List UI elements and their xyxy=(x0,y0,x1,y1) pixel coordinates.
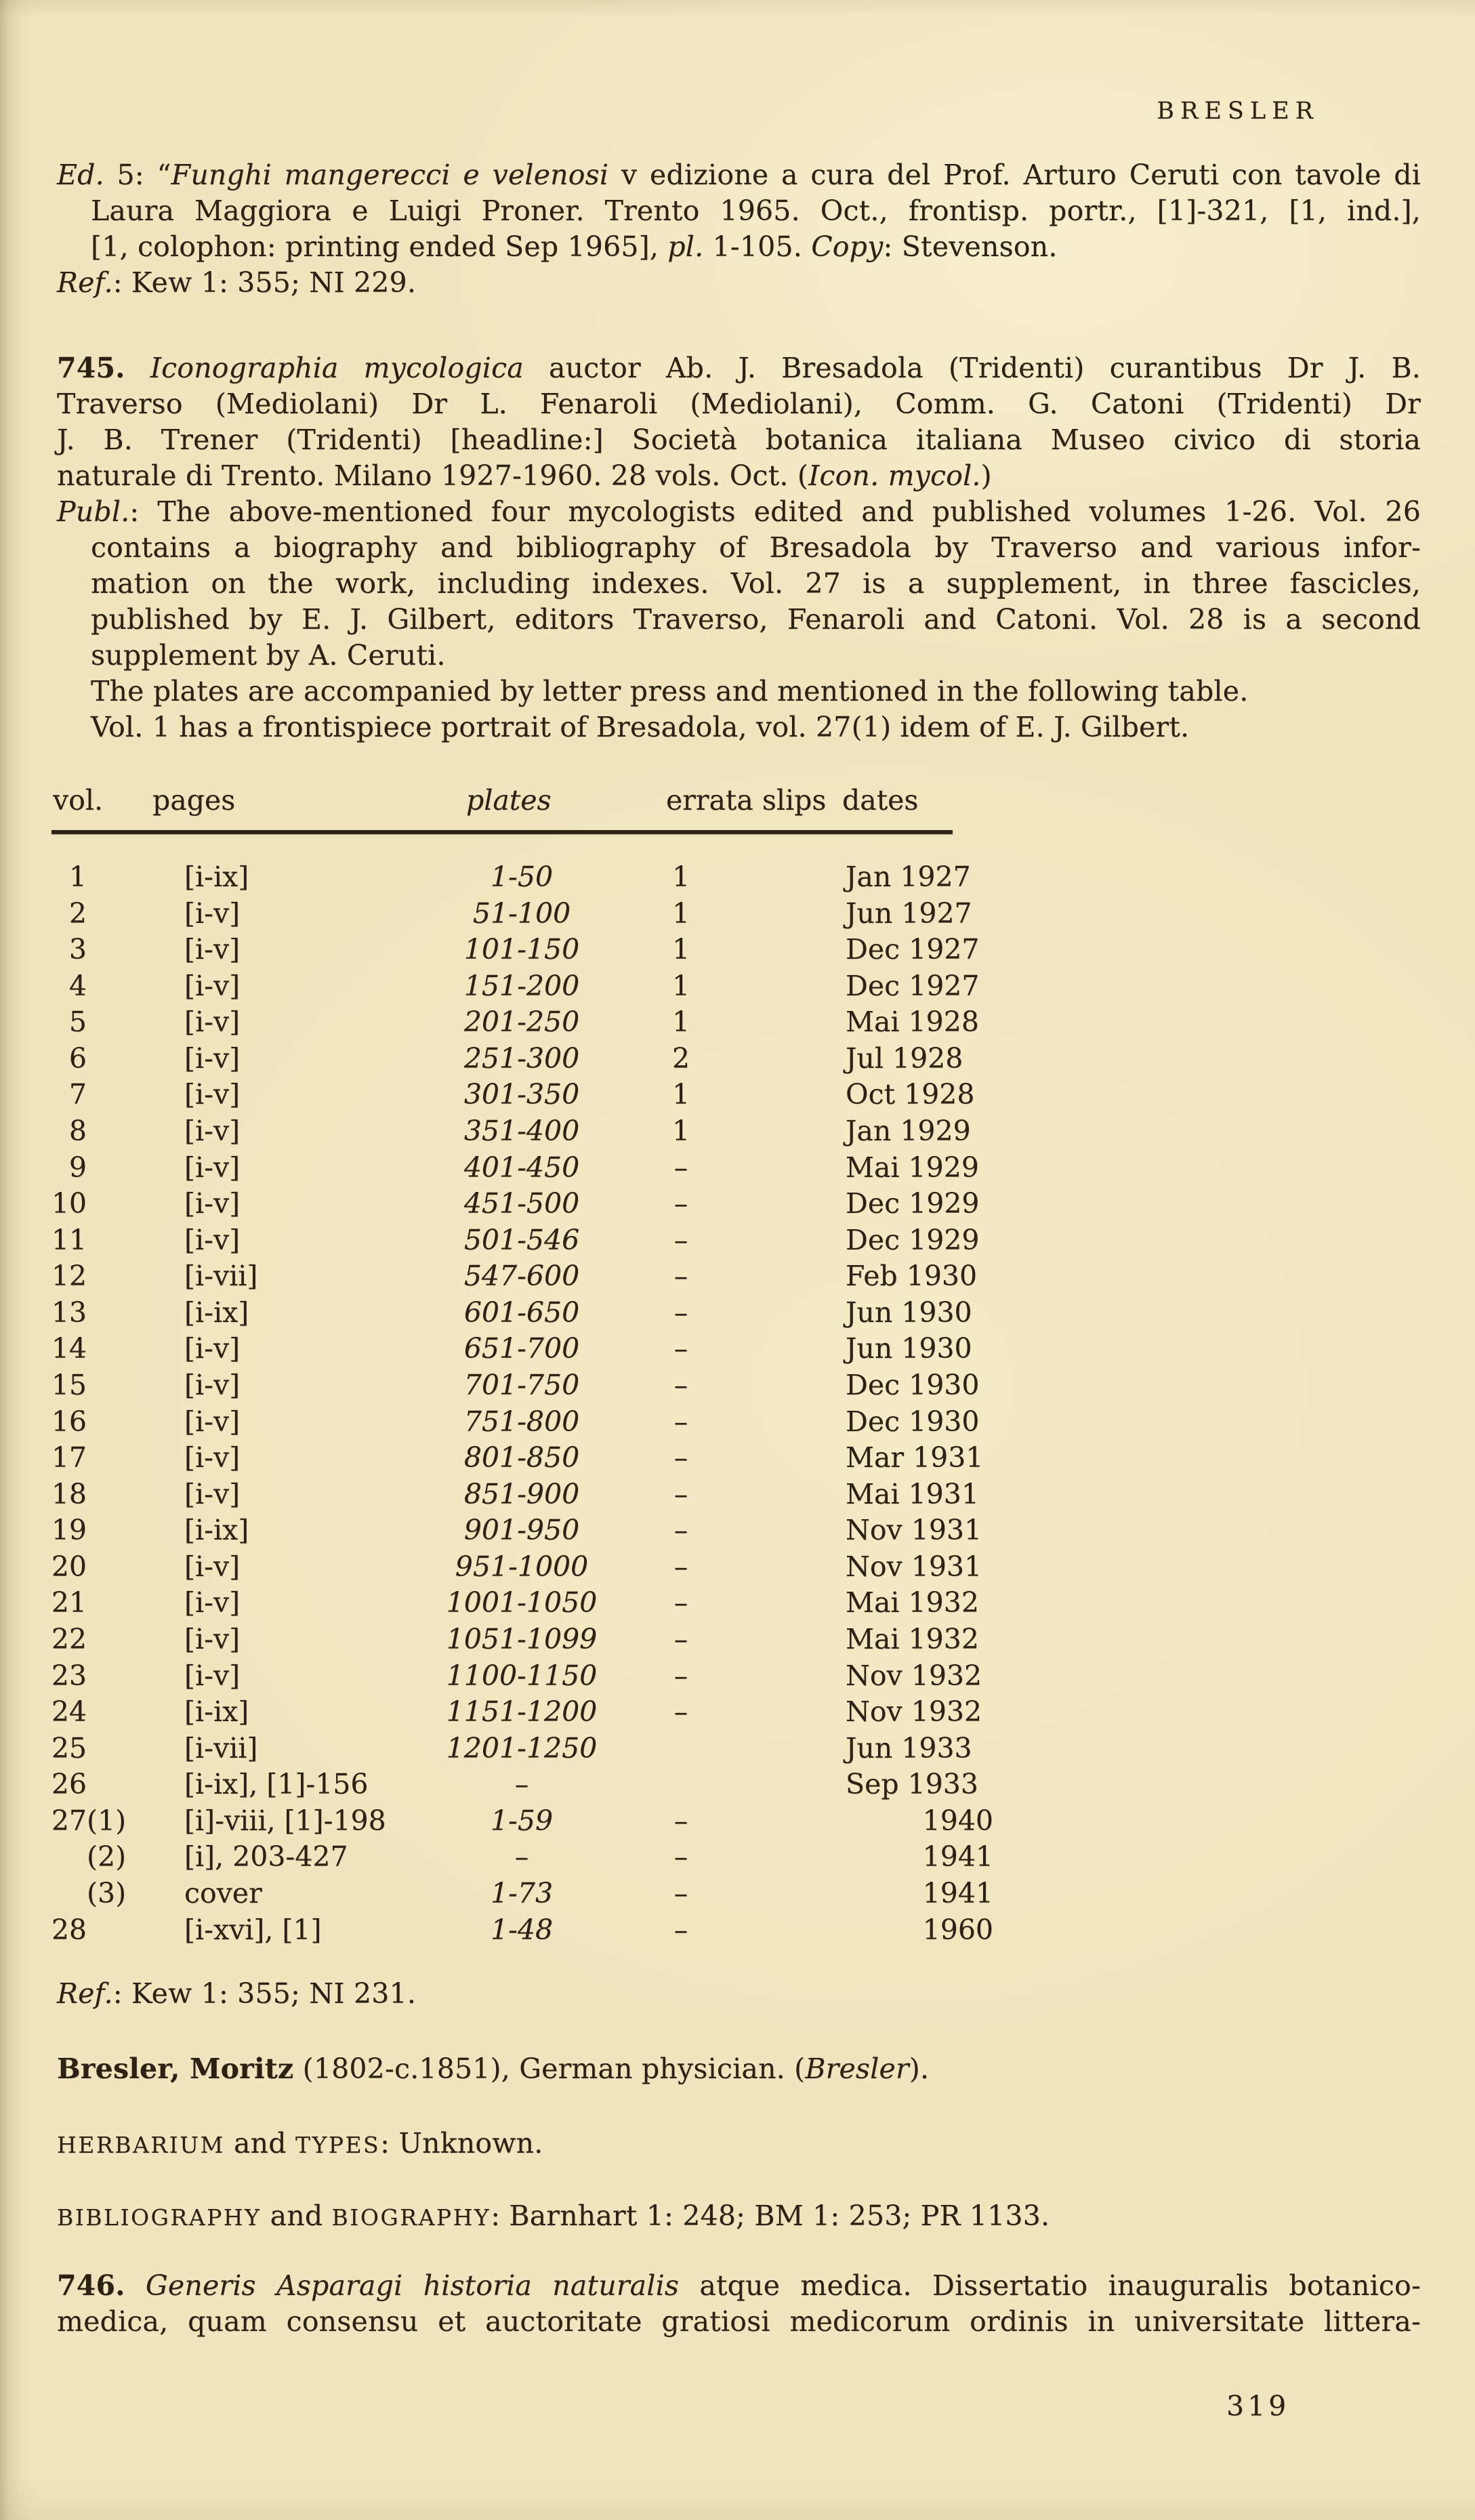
cell-date: Mai 1932 xyxy=(846,1586,979,1619)
cell-errata-slips: – xyxy=(673,1296,688,1329)
cell-vol: 25 xyxy=(51,1732,87,1764)
cell-vol: 7 xyxy=(68,1078,87,1111)
cell-pages: [i-v] xyxy=(184,1187,241,1220)
cell-pages: [i-v] xyxy=(184,1151,241,1184)
cell-vol: 4 xyxy=(68,970,87,1002)
column-header-dates: dates xyxy=(842,784,919,817)
cell-errata-slips: – xyxy=(673,1260,688,1292)
text-line: supplement by A. Ceruti. xyxy=(91,639,446,672)
cell-date: Jan 1929 xyxy=(846,1115,971,1147)
cell-vol: 24 xyxy=(51,1695,87,1728)
column-header-pages: pages xyxy=(152,784,236,817)
cell-errata-slips: – xyxy=(673,1187,688,1220)
table-row xyxy=(0,1258,1475,1294)
cell-vol: 20 xyxy=(51,1550,87,1583)
cell-plates: 1151-1200 xyxy=(446,1695,598,1728)
cell-plates: 701-750 xyxy=(463,1369,580,1401)
cell-pages: [i-v] xyxy=(184,1115,241,1147)
cell-errata-slips: – xyxy=(673,1332,688,1365)
table-row xyxy=(0,1150,1475,1186)
cell-date: Jun 1930 xyxy=(846,1296,972,1329)
column-header-plates: plates xyxy=(466,784,552,817)
table-row xyxy=(0,1549,1475,1585)
cell-vol: 26 xyxy=(51,1768,87,1800)
table-row xyxy=(0,1512,1475,1548)
cell-pages: [i-v] xyxy=(184,1478,241,1510)
cell-date: Mai 1931 xyxy=(846,1478,979,1510)
cell-pages: [i]-viii, [1]-198 xyxy=(184,1804,386,1837)
cell-vol: 1 xyxy=(68,861,87,893)
cell-errata-slips: – xyxy=(673,1877,688,1909)
table-row xyxy=(0,1658,1475,1694)
cell-pages: [i-v] xyxy=(184,1006,241,1038)
cell-vol: 19 xyxy=(51,1514,87,1546)
text-line: Ref.: Kew 1: 355; NI 231. xyxy=(57,1977,417,2010)
cell-errata-slips: 1 xyxy=(671,861,690,893)
cell-vol xyxy=(47,1876,87,1912)
cell-pages: [i-v] xyxy=(184,933,241,966)
cell-vol: 10 xyxy=(51,1187,87,1220)
cell-pages: [i-v] xyxy=(184,1405,241,1438)
cell-date: Jan 1927 xyxy=(846,861,971,893)
cell-plates: 651-700 xyxy=(463,1332,580,1365)
cell-plates: 151-200 xyxy=(463,970,580,1002)
cell-vol-sub: (1) xyxy=(87,1804,127,1837)
cell-pages: [i-xvi], [1] xyxy=(184,1914,322,1946)
cell-plates: 301-350 xyxy=(463,1078,580,1111)
cell-pages: [i-ix], [1]-156 xyxy=(184,1768,369,1800)
cell-errata-slips: – xyxy=(673,1695,688,1728)
table-row xyxy=(0,1731,1475,1767)
cell-date: Jun 1930 xyxy=(846,1332,972,1365)
cell-vol: 27 xyxy=(51,1804,87,1837)
cell-errata-slips: 1 xyxy=(671,970,690,1002)
table-row xyxy=(0,1585,1475,1621)
entry-746 xyxy=(57,2268,1422,2341)
cell-pages: [i-v] xyxy=(184,1224,241,1256)
table-row xyxy=(0,1186,1475,1222)
table-row xyxy=(0,1222,1475,1258)
cell-plates: 601-650 xyxy=(463,1296,580,1329)
cell-errata-slips: – xyxy=(673,1369,688,1401)
cell-date: Nov 1932 xyxy=(846,1695,982,1728)
cell-vol: 16 xyxy=(51,1405,87,1438)
text-line: HERBARIUM and TYPES: Unknown. xyxy=(57,2127,543,2160)
cell-vol: 14 xyxy=(51,1332,87,1365)
cell-plates: 1201-1250 xyxy=(446,1732,598,1764)
cell-errata-slips: – xyxy=(673,1224,688,1256)
text-line: published by E. J. Gilbert, editors Traverso, Fenaroli and Catoni. Vol. 28 is a second xyxy=(91,603,1421,636)
cell-date: Mai 1932 xyxy=(846,1623,979,1655)
cell-plates: – xyxy=(514,1840,529,1873)
cell-errata-slips: 1 xyxy=(671,897,690,930)
cell-plates: 751-800 xyxy=(463,1405,580,1438)
cell-date: 1940 xyxy=(922,1804,993,1837)
text-line: Traverso (Mediolani) Dr L. Fenaroli (Mediolani), Comm. G. Catoni (Tridenti) Dr xyxy=(57,388,1421,420)
cell-plates: 1-50 xyxy=(490,861,554,893)
table-row xyxy=(0,1367,1475,1403)
cell-pages: [i], 203-427 xyxy=(184,1840,348,1873)
cell-errata-slips: 2 xyxy=(671,1042,690,1075)
table-row xyxy=(0,1694,1475,1730)
cell-plates: 251-300 xyxy=(463,1042,580,1075)
cell-plates: 547-600 xyxy=(463,1260,580,1292)
cell-plates: 351-400 xyxy=(463,1115,580,1147)
table-row xyxy=(0,1476,1475,1512)
text-line: J. B. Trener (Tridenti) [headline:] Società botanica italiana Museo civico di storia xyxy=(57,424,1421,456)
cell-errata-slips: – xyxy=(673,1441,688,1474)
cell-pages: [i-v] xyxy=(184,1042,241,1075)
cell-vol: 6 xyxy=(68,1042,87,1075)
cell-pages: [i-v] xyxy=(184,1369,241,1401)
cell-pages: [i-v] xyxy=(184,1078,241,1111)
cell-date: Dec 1927 xyxy=(846,970,980,1002)
cell-vol-sub: (2) xyxy=(87,1840,127,1873)
cell-plates: 1-59 xyxy=(490,1804,554,1837)
cell-errata-slips: 1 xyxy=(671,1078,690,1111)
table-row xyxy=(0,1876,1475,1912)
table-row xyxy=(0,896,1475,932)
cell-date: Dec 1930 xyxy=(846,1405,980,1438)
cell-date: Sep 1933 xyxy=(846,1768,978,1800)
cell-vol: 17 xyxy=(51,1441,87,1474)
cell-plates: 1001-1050 xyxy=(446,1586,598,1619)
text-line: Publ.: The above-mentioned four mycologists edited and published volumes 1-26. Vol. 26 xyxy=(57,495,1421,528)
cell-vol: 2 xyxy=(68,897,87,930)
cell-errata-slips: – xyxy=(673,1586,688,1619)
table-row xyxy=(0,859,1475,895)
text-line: Ed. 5: “Funghi mangerecci e velenosi v edizione a cura del Prof. Arturo Ceruti con tavole di xyxy=(57,159,1421,191)
text-line: Laura Maggiora e Luigi Proner. Trento 1965. Oct., frontisp. portr., [1]-321, [1, ind.], xyxy=(91,194,1421,227)
cell-date: Mai 1928 xyxy=(846,1006,979,1038)
table-row xyxy=(0,1041,1475,1077)
herbarium-and-types-line xyxy=(57,2126,1422,2162)
text-line: 746. Generis Asparagi historia naturalis atque medica. Dissertatio inauguralis botanico- xyxy=(57,2269,1421,2302)
cell-plates: 401-450 xyxy=(463,1151,580,1184)
cell-pages: [i-ix] xyxy=(184,1296,249,1329)
cell-pages: [i-ix] xyxy=(184,861,249,893)
column-header-vol: vol. xyxy=(53,784,103,817)
cell-date: Jun 1933 xyxy=(846,1732,972,1764)
cell-errata-slips: – xyxy=(673,1405,688,1438)
cell-pages: [i-v] xyxy=(184,970,241,1002)
text-line: The plates are accompanied by letter press and mentioned in the following table. xyxy=(91,675,1249,707)
biography-heading-bresler xyxy=(57,2051,1422,2088)
table-row xyxy=(0,1077,1475,1113)
bibliography-and-biography-line xyxy=(57,2198,1422,2235)
cell-vol: 21 xyxy=(51,1586,87,1619)
cell-vol: 22 xyxy=(51,1623,87,1655)
volumes-table xyxy=(0,783,1475,1975)
cell-date: Oct 1928 xyxy=(846,1078,975,1111)
cell-vol: 23 xyxy=(51,1659,87,1692)
cell-pages: [i-ix] xyxy=(184,1695,249,1728)
cell-errata-slips xyxy=(637,1767,725,1802)
cell-date: Dec 1930 xyxy=(846,1369,980,1401)
cell-vol-sub: (3) xyxy=(87,1877,127,1909)
cell-plates: 1-73 xyxy=(490,1877,554,1909)
table-row xyxy=(0,1004,1475,1040)
cell-vol: 8 xyxy=(68,1115,87,1147)
cell-errata-slips: – xyxy=(673,1623,688,1655)
cell-plates: 1-48 xyxy=(490,1914,554,1946)
table-row xyxy=(0,1803,1475,1839)
cell-plates: – xyxy=(514,1768,529,1800)
table-row xyxy=(0,1622,1475,1657)
text-line: 745. Iconographia mycologica auctor Ab. J. Bresadola (Tridenti) curantibus Dr J. B. xyxy=(57,352,1421,384)
text-line: BIBLIOGRAPHY and BIOGRAPHY: Barnhart 1: 248; BM 1: 253; PR 1133. xyxy=(57,2199,1050,2232)
cell-date: Nov 1931 xyxy=(846,1514,982,1546)
text-line: [1, colophon: printing ended Sep 1965], pl. 1-105. Copy: Stevenson. xyxy=(91,230,1058,263)
text-line: mation on the work, including indexes. Vol. 27 is a supplement, in three fascicles, xyxy=(91,567,1421,600)
cell-pages: [i-ix] xyxy=(184,1514,249,1546)
cell-vol: 13 xyxy=(51,1296,87,1329)
cell-plates: 451-500 xyxy=(463,1187,580,1220)
table-row xyxy=(0,968,1475,1004)
running-head: BRESLER xyxy=(1157,98,1319,125)
cell-pages: [i-vii] xyxy=(184,1732,258,1764)
cell-pages: [i-v] xyxy=(184,1550,241,1583)
cell-errata-slips: – xyxy=(673,1659,688,1692)
cell-date: Feb 1930 xyxy=(846,1260,978,1292)
cell-plates: 1051-1099 xyxy=(446,1623,598,1655)
cell-vol: 3 xyxy=(68,933,87,966)
cell-errata-slips: – xyxy=(673,1514,688,1546)
cell-plates: 101-150 xyxy=(463,933,580,966)
cell-pages: [i-v] xyxy=(184,1623,241,1655)
column-header-errata-slips: errata slips xyxy=(666,784,827,817)
cell-date: 1960 xyxy=(922,1914,993,1946)
cell-date: Dec 1927 xyxy=(846,933,980,966)
cell-plates: 1100-1150 xyxy=(446,1659,598,1692)
table-row xyxy=(0,1331,1475,1367)
cell-errata-slips: – xyxy=(673,1840,688,1873)
cell-date: Jul 1928 xyxy=(846,1042,963,1075)
cell-plates: 51-100 xyxy=(472,897,571,930)
table-row xyxy=(0,932,1475,968)
cell-date: 1941 xyxy=(922,1877,993,1909)
cell-plates: 501-546 xyxy=(463,1224,580,1256)
cell-errata-slips: – xyxy=(673,1550,688,1583)
cell-date: Jun 1927 xyxy=(846,897,972,930)
cell-vol: 11 xyxy=(51,1224,87,1256)
cell-plates: 801-850 xyxy=(463,1441,580,1474)
cell-date: 1941 xyxy=(922,1840,993,1873)
text-line: medica, quam consensu et auctoritate gratiosi medicorum ordinis in universitate littera- xyxy=(57,2305,1421,2338)
reference-line xyxy=(57,1976,1422,2012)
text-line: naturale di Trento. Milano 1927-1960. 28 vols. Oct. (Icon. mycol.) xyxy=(57,459,992,492)
text-line: contains a biography and bibliography of Bresadola by Traverso and various infor- xyxy=(91,531,1421,564)
cell-vol: 15 xyxy=(51,1369,87,1401)
cell-pages: [i-v] xyxy=(184,897,241,930)
cell-date: Mar 1931 xyxy=(846,1441,984,1474)
cell-errata-slips: 1 xyxy=(671,933,690,966)
text-line: Ref.: Kew 1: 355; NI 229. xyxy=(57,266,417,299)
cell-pages: [i-v] xyxy=(184,1586,241,1619)
entry-745 xyxy=(57,350,1422,750)
cell-plates: 851-900 xyxy=(463,1478,580,1510)
cell-date: Dec 1929 xyxy=(846,1224,980,1256)
page-number: 319 xyxy=(1226,2390,1290,2422)
cell-pages: [i-vii] xyxy=(184,1260,258,1292)
text-line: Vol. 1 has a frontispiece portrait of Bresadola, vol. 27(1) idem of E. J. Gilbert. xyxy=(91,711,1190,743)
cell-errata-slips: 1 xyxy=(671,1006,690,1038)
table-row xyxy=(0,1295,1475,1331)
cell-date: Dec 1929 xyxy=(846,1187,980,1220)
cell-plates: 901-950 xyxy=(463,1514,580,1546)
cell-date: Nov 1932 xyxy=(846,1659,982,1692)
cell-vol: 18 xyxy=(51,1478,87,1510)
table-row xyxy=(0,1912,1475,1948)
cell-plates: 201-250 xyxy=(463,1006,580,1038)
cell-vol: 9 xyxy=(68,1151,87,1184)
cell-errata-slips: – xyxy=(673,1914,688,1946)
cell-pages: [i-v] xyxy=(184,1441,241,1474)
cell-plates: 951-1000 xyxy=(455,1550,589,1583)
cell-vol: 28 xyxy=(51,1914,87,1946)
text-line: Bresler, Moritz (1802-c.1851), German physician. (Bresler). xyxy=(57,2052,930,2085)
cell-date: Mai 1929 xyxy=(846,1151,979,1184)
table-row xyxy=(0,1440,1475,1476)
cell-errata-slips xyxy=(637,1731,725,1767)
cell-date: Nov 1931 xyxy=(846,1550,982,1583)
cell-vol: 5 xyxy=(68,1006,87,1038)
cell-errata-slips: – xyxy=(673,1478,688,1510)
cell-pages: [i-v] xyxy=(184,1332,241,1365)
cell-errata-slips: – xyxy=(673,1151,688,1184)
table-row xyxy=(0,1767,1475,1802)
cell-vol: 12 xyxy=(51,1260,87,1292)
previous-entry-continuation xyxy=(57,157,1422,304)
table-row xyxy=(0,1839,1475,1875)
cell-vol xyxy=(47,1839,87,1875)
table-row xyxy=(0,1404,1475,1440)
cell-errata-slips: – xyxy=(673,1804,688,1837)
cell-pages: cover xyxy=(184,1877,262,1909)
table-header-rule xyxy=(51,830,953,834)
cell-pages: [i-v] xyxy=(184,1659,241,1692)
cell-errata-slips: 1 xyxy=(671,1115,690,1147)
table-row xyxy=(0,1113,1475,1149)
